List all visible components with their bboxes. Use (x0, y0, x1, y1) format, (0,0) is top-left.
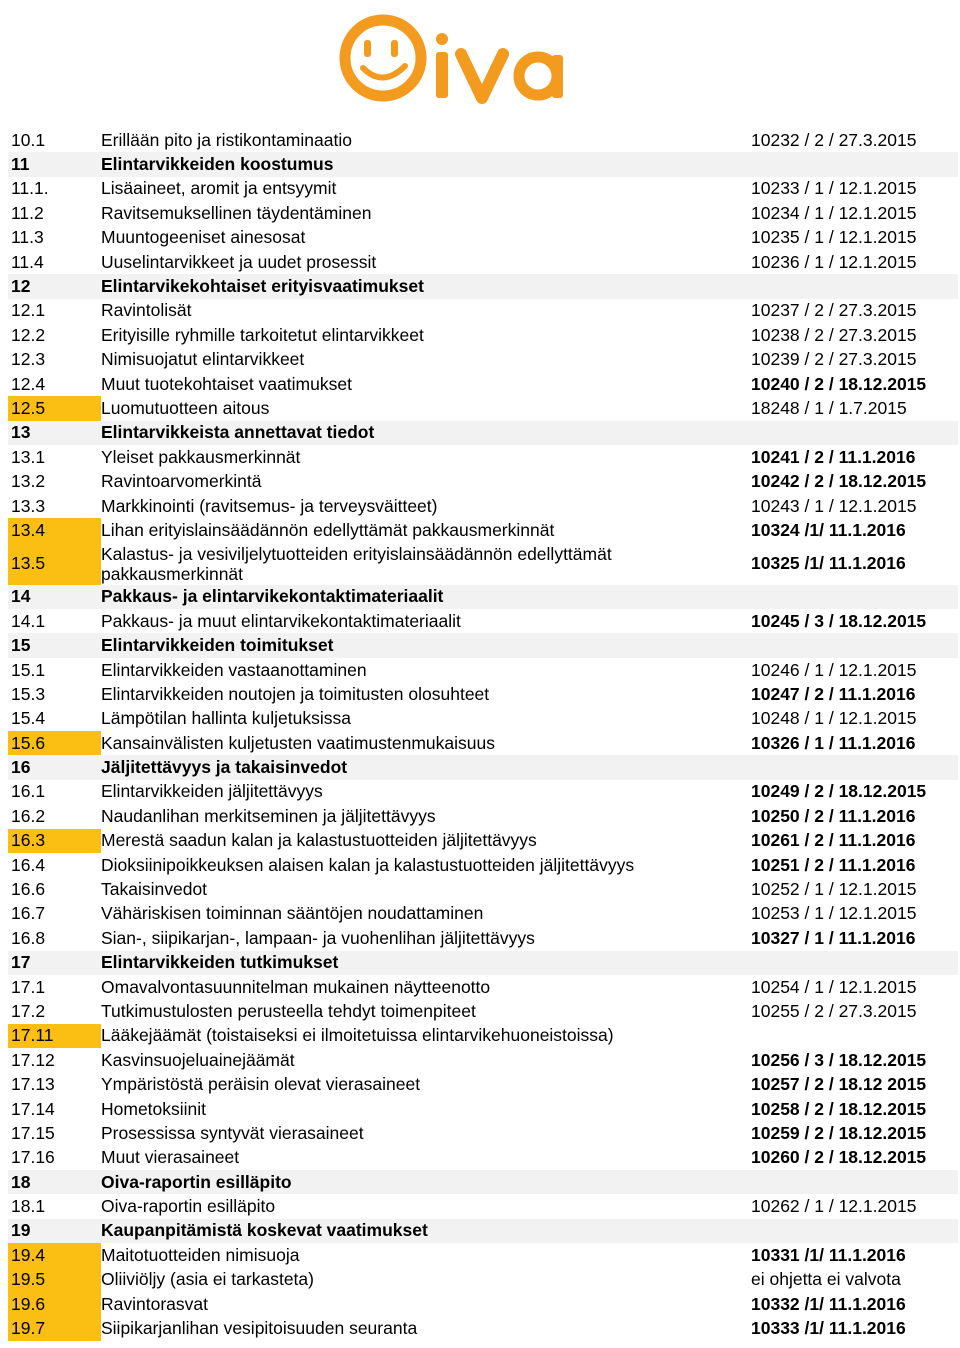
row-number: 15.3 (11, 683, 46, 704)
row-title: Merestä saadun kalan ja kalastustuotteiden jäljitettävyys (101, 830, 537, 851)
table-row (8, 707, 958, 731)
row-number: 15.4 (11, 708, 46, 729)
table-row (8, 926, 958, 950)
table-row (8, 1024, 958, 1048)
table-row (8, 396, 958, 420)
row-title: Pakkaus- ja elintarvikekontaktimateriaalit (101, 585, 751, 609)
row-number: 11 (8, 152, 101, 176)
row-title: Elintarvikkeiden noutojen ja toimitusten olosuhteet (101, 683, 490, 704)
row-number: 16.6 (11, 879, 46, 900)
row-reference: 10251 / 2 / 11.1.2016 (751, 854, 916, 875)
section-row (8, 1219, 958, 1243)
row-number: 17.13 (11, 1074, 55, 1095)
row-reference: 18248 / 1 / 1.7.2015 (751, 397, 907, 418)
row-reference: 10238 / 2 / 27.3.2015 (751, 324, 917, 345)
row-title: Elintarvikkeiden jäljitettävyys (101, 781, 323, 802)
row-title: Oliiviöljy (asia ei tarkasteta) (101, 1269, 314, 1290)
row-title: Muuntogeeniset ainesosat (101, 227, 306, 248)
row-reference (751, 1219, 958, 1243)
table-row (8, 682, 958, 706)
section-row (8, 585, 958, 609)
row-title: Muut vierasaineet (101, 1147, 240, 1168)
row-title: Dioksiinipoikkeuksen alaisen kalan ja kalastustuotteiden jäljitettävyys (101, 854, 635, 875)
row-number: 19.5 (8, 1268, 101, 1292)
row-title: Elintarvikekohtaiset erityisvaatimukset (101, 274, 751, 298)
row-number: 16.8 (11, 927, 46, 948)
row-reference: 10233 / 1 / 12.1.2015 (751, 178, 917, 199)
row-title: Hometoksiinit (101, 1098, 207, 1119)
section-row (8, 1170, 958, 1194)
row-reference: 10241 / 2 / 11.1.2016 (751, 446, 916, 467)
row-reference: 10258 / 2 / 18.12.2015 (751, 1098, 927, 1119)
table-row (8, 853, 958, 877)
row-reference: 10333 /1/ 11.1.2016 (751, 1318, 906, 1339)
row-reference: 10332 /1/ 11.1.2016 (751, 1293, 906, 1314)
row-number: 17.15 (11, 1122, 55, 1143)
row-number: 14.1 (11, 610, 46, 631)
row-reference (751, 152, 958, 176)
row-number: 19.7 (8, 1316, 101, 1340)
table-row (8, 177, 958, 201)
table-row (8, 201, 958, 225)
row-number: 18 (8, 1170, 101, 1194)
row-title: Kansainvälisten kuljetusten vaatimustenmukaisuus (101, 732, 495, 753)
row-title: Ravintolisät (101, 300, 192, 321)
table-row (8, 609, 958, 633)
row-reference: 10331 /1/ 11.1.2016 (751, 1244, 906, 1265)
row-reference: 10257 / 2 / 18.12 2015 (751, 1074, 927, 1095)
row-number: 12.3 (11, 349, 46, 370)
row-reference: 10248 / 1 / 12.1.2015 (751, 708, 917, 729)
row-title: Elintarvikkeiden toimitukset (101, 633, 751, 657)
row-title: Jäljitettävyys ja takaisinvedot (101, 755, 751, 779)
row-reference: 10243 / 1 / 12.1.2015 (751, 495, 917, 516)
table-row (8, 250, 958, 274)
row-title: Takaisinvedot (101, 879, 208, 900)
row-reference: 10324 /1/ 11.1.2016 (751, 519, 906, 540)
row-title: Erillään pito ja ristikontaminaatio (101, 129, 352, 150)
row-title: Elintarvikkeiden tutkimukset (101, 951, 751, 975)
section-row (8, 274, 958, 298)
row-reference (751, 951, 958, 975)
table-row (8, 1292, 958, 1316)
row-reference (751, 1170, 958, 1194)
row-title: Ravintorasvat (101, 1293, 208, 1314)
table-row (8, 999, 958, 1023)
row-reference (751, 585, 958, 609)
row-number: 14 (8, 585, 101, 609)
table-row (8, 1243, 958, 1267)
table-row (8, 372, 958, 396)
row-reference: 10245 / 3 / 18.12.2015 (751, 610, 927, 631)
oiva-logo (333, 6, 603, 106)
row-reference: 10259 / 2 / 18.12.2015 (751, 1122, 927, 1143)
row-title: Elintarvikkeiden koostumus (101, 152, 751, 176)
row-number: 17.11 (8, 1024, 101, 1048)
row-title: Oiva-raportin esilläpito (101, 1196, 276, 1217)
row-number: 17 (8, 951, 101, 975)
row-number: 12.5 (8, 396, 101, 420)
table-row (8, 518, 958, 542)
row-title: Sian-, siipikarjan-, lampaan- ja vuohenlihan jäljitettävyys (101, 927, 535, 948)
row-number: 17.14 (11, 1098, 55, 1119)
row-number: 15 (8, 633, 101, 657)
row-number: 17.12 (11, 1049, 55, 1070)
row-title: Luomutuotteen aitous (101, 397, 270, 418)
table-row (8, 829, 958, 853)
table-row (8, 1316, 958, 1340)
row-title: Elintarvikkeista annettavat tiedot (101, 421, 751, 445)
row-number: 17.2 (11, 1000, 46, 1021)
row-reference: 10261 / 2 / 11.1.2016 (751, 830, 916, 851)
table-row (8, 1048, 958, 1072)
row-reference: 10246 / 1 / 12.1.2015 (751, 659, 917, 680)
row-number: 19.6 (8, 1292, 101, 1316)
table-row (8, 902, 958, 926)
section-row (8, 421, 958, 445)
row-title: Naudanlihan merkitseminen ja jäljitettävyys (101, 805, 436, 826)
row-reference: 10235 / 1 / 12.1.2015 (751, 227, 917, 248)
row-title: Muut tuotekohtaiset vaatimukset (101, 373, 352, 394)
row-title: Vähäriskisen toiminnan sääntöjen noudattaminen (101, 903, 484, 924)
row-reference (751, 633, 958, 657)
row-number: 12.2 (11, 324, 46, 345)
row-title: Siipikarjanlihan vesipitoisuuden seuranta (101, 1318, 418, 1339)
table-row (8, 543, 958, 585)
row-title: Pakkaus- ja muut elintarvikekontaktimateriaalit (101, 610, 461, 631)
row-number: 11.3 (11, 227, 44, 248)
row-title: Kasvinsuojeluainejäämät (101, 1049, 295, 1070)
row-reference (751, 1024, 958, 1048)
row-title: Omavalvontasuunnitelman mukainen näytteenotto (101, 976, 491, 997)
row-title: Elintarvikkeiden vastaanottaminen (101, 659, 367, 680)
table-row (8, 975, 958, 999)
row-number: 17.16 (11, 1147, 55, 1168)
row-title: Lääkejäämät (toistaiseksi ei ilmoitetuissa elintarvikehuoneistoissa) (101, 1025, 614, 1046)
row-number: 18.1 (11, 1196, 46, 1217)
row-reference: 10260 / 2 / 18.12.2015 (751, 1147, 927, 1168)
row-number: 12.1 (11, 300, 46, 321)
table-row (8, 469, 958, 493)
section-row (8, 633, 958, 657)
row-title: Kalastus- ja vesiviljelytuotteiden erityislainsäädännön edellyttämät pakkausmerkinnät (101, 543, 612, 584)
table-row (8, 1194, 958, 1218)
row-number: 11.1. (11, 178, 49, 199)
table-row (8, 299, 958, 323)
row-number: 16.7 (11, 903, 46, 924)
table-row (8, 1268, 958, 1292)
row-title: Lihan erityislainsäädännön edellyttämät pakkausmerkinnät (101, 519, 555, 540)
row-reference: 10239 / 2 / 27.3.2015 (751, 349, 917, 370)
smiley-face-icon (333, 6, 603, 106)
row-reference: 10250 / 2 / 11.1.2016 (751, 805, 916, 826)
row-reference: 10326 / 1 / 11.1.2016 (751, 732, 916, 753)
table-row (8, 658, 958, 682)
table-row (8, 1097, 958, 1121)
row-number: 13.2 (11, 471, 46, 492)
row-reference (751, 274, 958, 298)
row-title: Maitotuotteiden nimisuoja (101, 1244, 300, 1265)
table-row (8, 1146, 958, 1170)
row-number: 15.6 (8, 731, 101, 755)
row-reference: 10249 / 2 / 18.12.2015 (751, 781, 927, 802)
row-title: Ravintoarvomerkintä (101, 471, 262, 492)
row-reference: 10242 / 2 / 18.12.2015 (751, 471, 927, 492)
row-number: 17.1 (11, 976, 46, 997)
row-number: 10.1 (11, 129, 46, 150)
requirements-table (8, 128, 958, 1341)
table-row (8, 348, 958, 372)
row-number: 16.3 (8, 829, 101, 853)
row-number: 16.2 (11, 805, 46, 826)
row-reference: 10255 / 2 / 27.3.2015 (751, 1000, 917, 1021)
row-reference: 10247 / 2 / 11.1.2016 (751, 683, 916, 704)
table-row (8, 323, 958, 347)
row-number: 15.1 (11, 659, 46, 680)
row-reference (751, 755, 958, 779)
row-title: Prosessissa syntyvät vierasaineet (101, 1122, 364, 1143)
row-number: 16.4 (11, 854, 46, 875)
row-reference: 10325 /1/ 11.1.2016 (751, 553, 906, 574)
table-row (8, 780, 958, 804)
row-title: Erityisille ryhmille tarkoitetut elintarvikkeet (101, 324, 424, 345)
row-number: 13 (8, 421, 101, 445)
row-number: 11.4 (11, 251, 44, 272)
row-reference: 10254 / 1 / 12.1.2015 (751, 976, 917, 997)
table-row (8, 877, 958, 901)
row-reference: 10237 / 2 / 27.3.2015 (751, 300, 917, 321)
row-reference: 10240 / 2 / 18.12.2015 (751, 373, 927, 394)
row-reference: 10253 / 1 / 12.1.2015 (751, 903, 917, 924)
row-number: 13.4 (8, 518, 101, 542)
row-title: Lisäaineet, aromit ja entsyymit (101, 178, 337, 199)
table-row (8, 731, 958, 755)
row-number: 12 (8, 274, 101, 298)
row-title: Ympäristöstä peräisin olevat vierasaineet (101, 1074, 421, 1095)
table-row (8, 494, 958, 518)
row-reference (751, 421, 958, 445)
row-title: Nimisuojatut elintarvikkeet (101, 349, 305, 370)
row-number: 19.4 (8, 1243, 101, 1267)
row-number: 19 (8, 1219, 101, 1243)
table-row (8, 445, 958, 469)
row-reference: 10262 / 1 / 12.1.2015 (751, 1196, 917, 1217)
row-number: 13.1 (11, 446, 46, 467)
table-row (8, 128, 958, 152)
row-number: 13.5 (8, 543, 101, 585)
row-reference: 10234 / 1 / 12.1.2015 (751, 202, 917, 223)
row-title: Oiva-raportin esilläpito (101, 1170, 751, 1194)
row-reference: 10232 / 2 / 27.3.2015 (751, 129, 917, 150)
row-title: Uuselintarvikkeet ja uudet prosessit (101, 251, 377, 272)
section-row (8, 152, 958, 176)
table-row (8, 1072, 958, 1096)
row-number: 16 (8, 755, 101, 779)
row-reference: 10252 / 1 / 12.1.2015 (751, 879, 917, 900)
row-title: Tutkimustulosten perusteella tehdyt toimenpiteet (101, 1000, 476, 1021)
row-number: 12.4 (11, 373, 46, 394)
row-reference: 10256 / 3 / 18.12.2015 (751, 1049, 927, 1070)
row-title: Lämpötilan hallinta kuljetuksissa (101, 708, 351, 729)
row-reference: 10236 / 1 / 12.1.2015 (751, 251, 917, 272)
section-row (8, 755, 958, 779)
row-reference: ei ohjetta ei valvota (751, 1269, 901, 1290)
row-number: 11.2 (11, 202, 44, 223)
row-number: 16.1 (11, 781, 46, 802)
row-number: 13.3 (11, 495, 46, 516)
row-title: Yleiset pakkausmerkinnät (101, 446, 301, 467)
table-row (8, 226, 958, 250)
row-title: Kaupanpitämistä koskevat vaatimukset (101, 1219, 751, 1243)
row-title: Ravitsemuksellinen täydentäminen (101, 202, 372, 223)
row-title: Markkinointi (ravitsemus- ja terveysväitteet) (101, 495, 438, 516)
section-row (8, 951, 958, 975)
table-row (8, 804, 958, 828)
row-reference: 10327 / 1 / 11.1.2016 (751, 927, 916, 948)
table-row (8, 1121, 958, 1145)
